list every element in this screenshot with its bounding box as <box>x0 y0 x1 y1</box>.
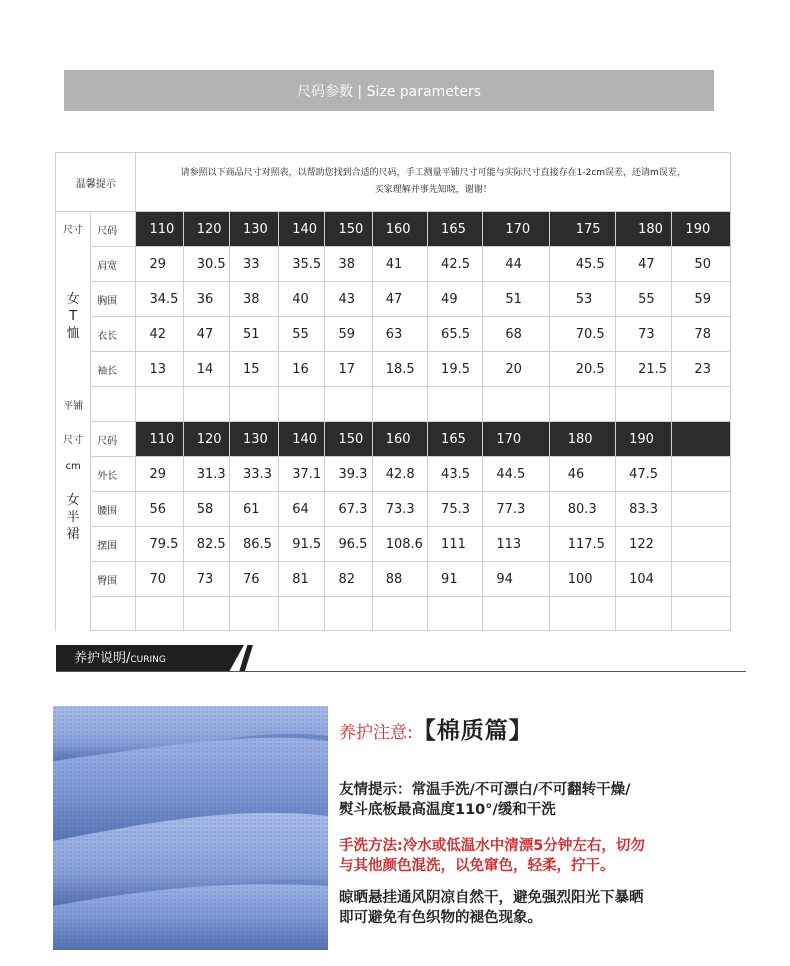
table-cell: 76 <box>229 562 278 597</box>
spacer-row <box>56 597 731 631</box>
side-flat-label: 平铺 <box>56 387 91 422</box>
skirt-size: 150 <box>325 422 372 457</box>
table-cell: 23 <box>672 352 731 387</box>
table-cell: 79.5 <box>136 527 183 562</box>
drying-instructions: 晾晒悬挂通风阴凉自然干，避免强烈阳光下暴晒 即可避免有色织物的褪色现象。 <box>339 890 644 926</box>
table-cell: 38 <box>325 247 372 282</box>
table-cell: 15 <box>229 352 278 387</box>
skirt-size: 170 <box>483 422 549 457</box>
table-cell: 37.1 <box>279 457 325 492</box>
fabric-image <box>53 706 328 950</box>
table-cell: 50 <box>672 247 731 282</box>
table-cell: 59 <box>325 317 372 352</box>
skirt-size: 190 <box>616 422 672 457</box>
table-cell: 35.5 <box>279 247 325 282</box>
notice-line-1: 请参照以下商品尺寸对照表，以帮助您找到合适的尺码，手工测量平铺尺寸可能与实际尺寸直接存在1-2cm误差，还请m误差， <box>180 168 686 178</box>
skirt-size: 130 <box>229 422 278 457</box>
table-cell: 94 <box>483 562 549 597</box>
row-label: 摆围 <box>91 527 136 562</box>
tshirt-size: 160 <box>372 212 427 247</box>
table-cell: 47 <box>372 282 427 317</box>
row-label: 外长 <box>91 457 136 492</box>
table-cell: 67.3 <box>325 492 372 527</box>
tshirt-size: 140 <box>279 212 325 247</box>
table-cell: 73 <box>616 317 672 352</box>
table-cell: 20 <box>483 352 549 387</box>
table-cell: 39.3 <box>325 457 372 492</box>
tshirt-size: 170 <box>483 212 549 247</box>
skirt-size <box>672 422 731 457</box>
table-cell: 43.5 <box>428 457 483 492</box>
table-cell: 86.5 <box>229 527 278 562</box>
table-cell: 36 <box>183 282 229 317</box>
skirt-category-label <box>56 492 91 631</box>
table-cell: 13 <box>136 352 183 387</box>
table-cell: 18.5 <box>372 352 427 387</box>
row-label: 衣长 <box>91 317 136 352</box>
size-parameters-banner <box>64 70 714 111</box>
table-cell: 70 <box>136 562 183 597</box>
table-cell: 29 <box>136 247 183 282</box>
table-cell: 56 <box>136 492 183 527</box>
table-cell: 29 <box>136 457 183 492</box>
care-tips: 友情提示：常温手洗/不可漂白/不可翻转干燥/ 熨斗底板最高温度110°/缓和干洗 <box>339 782 631 818</box>
skirt-size: 120 <box>183 422 229 457</box>
table-cell <box>672 527 731 562</box>
tshirt-size: 130 <box>229 212 278 247</box>
side-size-label-2: 尺寸 <box>56 422 91 457</box>
table-cell: 42.8 <box>372 457 427 492</box>
table-cell: 19.5 <box>428 352 483 387</box>
row-label: 袖长 <box>91 352 136 387</box>
skirt-header-label: 尺码 <box>91 422 136 457</box>
table-cell: 96.5 <box>325 527 372 562</box>
notice-text <box>136 153 731 212</box>
table-cell: 38 <box>229 282 278 317</box>
table-cell: 42.5 <box>428 247 483 282</box>
table-cell: 104 <box>616 562 672 597</box>
table-cell: 31.3 <box>183 457 229 492</box>
care-section-header <box>56 645 746 675</box>
care-header-label: 养护说明/CURING <box>74 651 166 666</box>
table-cell: 73.3 <box>372 492 427 527</box>
care-title-prefix: 养护注意: <box>339 723 413 743</box>
table-cell: 51 <box>483 282 549 317</box>
table-cell: 21.5 <box>616 352 672 387</box>
table-cell: 68 <box>483 317 549 352</box>
table-cell: 33 <box>229 247 278 282</box>
tshirt-size: 120 <box>183 212 229 247</box>
table-cell: 117.5 <box>549 527 615 562</box>
table-cell: 40 <box>279 282 325 317</box>
tshirt-size: 150 <box>325 212 372 247</box>
table-row <box>56 352 731 387</box>
table-cell: 30.5 <box>183 247 229 282</box>
notice-row <box>56 153 731 212</box>
table-cell: 75.3 <box>428 492 483 527</box>
table-cell: 64 <box>279 492 325 527</box>
table-cell: 46 <box>549 457 615 492</box>
table-cell: 17 <box>325 352 372 387</box>
table-cell: 47 <box>616 247 672 282</box>
tshirt-size: 165 <box>428 212 483 247</box>
tshirt-size: 180 <box>616 212 672 247</box>
table-cell: 83.3 <box>616 492 672 527</box>
table-cell: 49 <box>428 282 483 317</box>
skirt-size: 160 <box>372 422 427 457</box>
divider <box>56 671 746 672</box>
table-cell: 14 <box>183 352 229 387</box>
skirt-size: 165 <box>428 422 483 457</box>
table-row <box>56 492 731 527</box>
skirt-size-header-row <box>56 422 731 457</box>
table-row <box>56 562 731 597</box>
tshirt-size: 110 <box>136 212 183 247</box>
skirt-label-char: 裙 <box>66 526 80 542</box>
tshirt-header-label: 尺码 <box>91 212 136 247</box>
table-cell: 58 <box>183 492 229 527</box>
skirt-size: 110 <box>136 422 183 457</box>
table-cell: 100 <box>549 562 615 597</box>
hand-wash-method: 手洗方法:冷水或低温水中清漂5分钟左右，切勿 与其他颜色混洗，以免窜色，轻柔，拧干。 <box>339 838 645 874</box>
tshirt-size: 175 <box>549 212 615 247</box>
table-cell: 34.5 <box>136 282 183 317</box>
row-label: 臀围 <box>91 562 136 597</box>
table-cell <box>672 457 731 492</box>
table-row <box>56 282 731 317</box>
spacer-row <box>56 387 731 422</box>
skirt-label-char: 女 <box>66 492 80 508</box>
table-cell <box>672 492 731 527</box>
tshirt-label-char: T <box>69 309 78 324</box>
table-cell: 44 <box>483 247 549 282</box>
row-label: 腰围 <box>91 492 136 527</box>
table-cell: 63 <box>372 317 427 352</box>
table-cell: 41 <box>372 247 427 282</box>
care-title-main: 【棉质篇】 <box>412 718 533 744</box>
table-cell: 70.5 <box>549 317 615 352</box>
table-cell: 33.3 <box>229 457 278 492</box>
tshirt-category-label <box>56 247 91 387</box>
skirt-size: 140 <box>279 422 325 457</box>
table-cell: 47 <box>183 317 229 352</box>
table-cell: 44.5 <box>483 457 549 492</box>
notice-line-2: 买家理解并事先知晓，谢谢！ <box>374 185 492 195</box>
table-cell: 51 <box>229 317 278 352</box>
table-cell: 82 <box>325 562 372 597</box>
table-cell: 82.5 <box>183 527 229 562</box>
table-cell: 108.6 <box>372 527 427 562</box>
table-cell: 73 <box>183 562 229 597</box>
table-row <box>56 247 731 282</box>
table-cell: 61 <box>229 492 278 527</box>
tshirt-label-char: 女 <box>66 292 80 307</box>
table-cell: 65.5 <box>428 317 483 352</box>
table-cell: 16 <box>279 352 325 387</box>
tshirt-size: 190 <box>672 212 731 247</box>
warm-tip-label: 温馨提示 <box>56 153 136 212</box>
side-cm-label: cm <box>56 457 91 492</box>
skirt-size: 180 <box>549 422 615 457</box>
skirt-label-char: 半 <box>66 509 80 525</box>
table-row <box>56 457 731 492</box>
table-cell: 122 <box>616 527 672 562</box>
row-label: 胸围 <box>91 282 136 317</box>
tshirt-label-char: 恤 <box>66 326 80 341</box>
banner-title: 尺码参数 | Size parameters <box>296 83 481 100</box>
tshirt-size-header-row <box>56 212 731 247</box>
table-cell: 78 <box>672 317 731 352</box>
table-row <box>56 527 731 562</box>
table-cell: 80.3 <box>549 492 615 527</box>
table-cell: 42 <box>136 317 183 352</box>
table-cell: 113 <box>483 527 549 562</box>
table-cell: 55 <box>616 282 672 317</box>
table-cell: 55 <box>279 317 325 352</box>
table-cell: 45.5 <box>549 247 615 282</box>
table-cell: 43 <box>325 282 372 317</box>
table-cell: 91 <box>428 562 483 597</box>
table-cell: 20.5 <box>549 352 615 387</box>
table-cell: 53 <box>549 282 615 317</box>
size-chart-table <box>55 152 731 631</box>
table-cell: 77.3 <box>483 492 549 527</box>
side-size-label: 尺寸 <box>56 212 91 247</box>
row-label: 肩宽 <box>91 247 136 282</box>
table-cell: 111 <box>428 527 483 562</box>
table-cell <box>672 562 731 597</box>
table-row <box>56 317 731 352</box>
care-title <box>339 712 533 745</box>
table-cell: 88 <box>372 562 427 597</box>
table-cell: 59 <box>672 282 731 317</box>
table-cell: 91.5 <box>279 527 325 562</box>
table-cell: 81 <box>279 562 325 597</box>
table-cell: 47.5 <box>616 457 672 492</box>
